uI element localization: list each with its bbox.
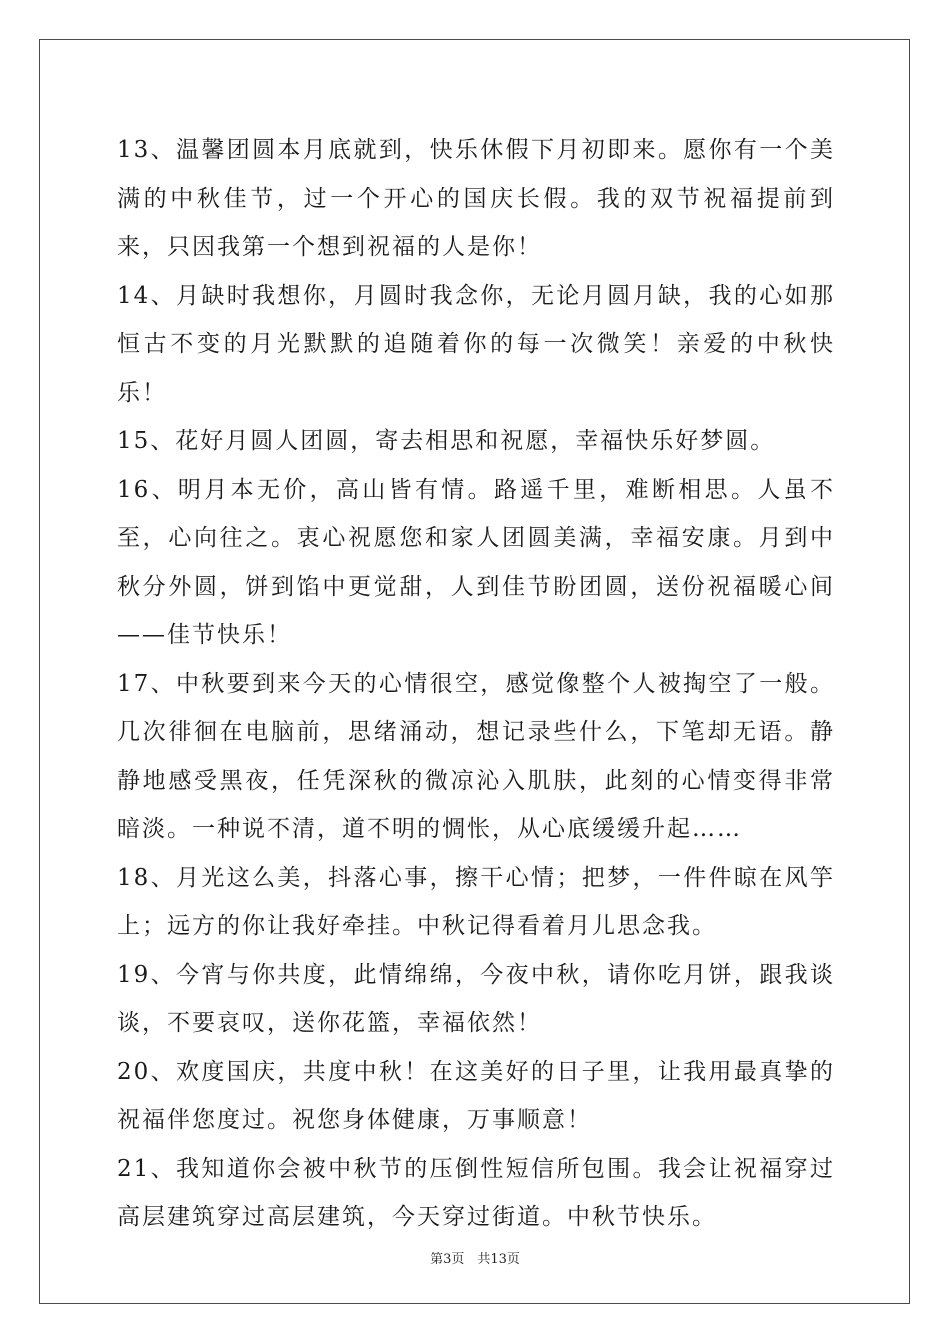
paragraph-16: 16、明月本无价，高山皆有情。路遥千里，难断相思。人虽不至，心向往之。衷心祝愿您和家人团圆美满，幸福安康。月到中秋分外圆，饼到馅中更觉甜，人到佳节盼团圆，送份祝福暖心间——佳节快乐！	[117, 476, 835, 648]
page-number-footer: 第3页 共13页	[430, 1252, 520, 1267]
paragraph-17: 17、中秋要到来今天的心情很空，感觉像整个人被掏空了一般。几次徘徊在电脑前，思绪涌动，想记录些什么，下笔却无语。静静地感受黑夜，任凭深秋的微凉沁入肌肤，此刻的心情变得非常暗淡。一种说不清，道不明的惆怅，从心底缓缓升起……	[117, 670, 835, 842]
paragraph-21: 21、我知道你会被中秋节的压倒性短信所包围。我会让祝福穿过高层建筑穿过高层建筑，今天穿过街道。中秋节快乐。	[117, 1155, 835, 1230]
paragraph-15: 15、花好月圆人团圆，寄去相思和祝愿，幸福快乐好梦圆。	[117, 428, 776, 454]
paragraph-18: 18、月光这么美，抖落心事，擦干心情；把梦，一件件晾在风竽上；远方的你让我好牵挂。中秋记得看着月儿思念我。	[117, 864, 835, 939]
paragraph-13: 13、温馨团圆本月底就到，快乐休假下月初即来。愿你有一个美满的中秋佳节，过一个开心的国庆长假。我的双节祝福提前到来，只因我第一个想到祝福的人是你！	[117, 137, 835, 260]
paragraph-19: 19、今宵与你共度，此情绵绵，今夜中秋，请你吃月饼，跟我谈谈，不要哀叹，送你花篮，幸福依然！	[117, 961, 835, 1036]
paragraph-20: 20、欢度国庆，共度中秋！在这美好的日子里，让我用最真挚的祝福伴您度过。祝您身体健康，万事顺意！	[117, 1058, 835, 1133]
document-body	[117, 126, 835, 1242]
paragraph-14: 14、月缺时我想你，月圆时我念你，无论月圆月缺，我的心如那恒古不变的月光默默的追随着你的每一次微笑！亲爱的中秋快乐！	[117, 282, 835, 406]
